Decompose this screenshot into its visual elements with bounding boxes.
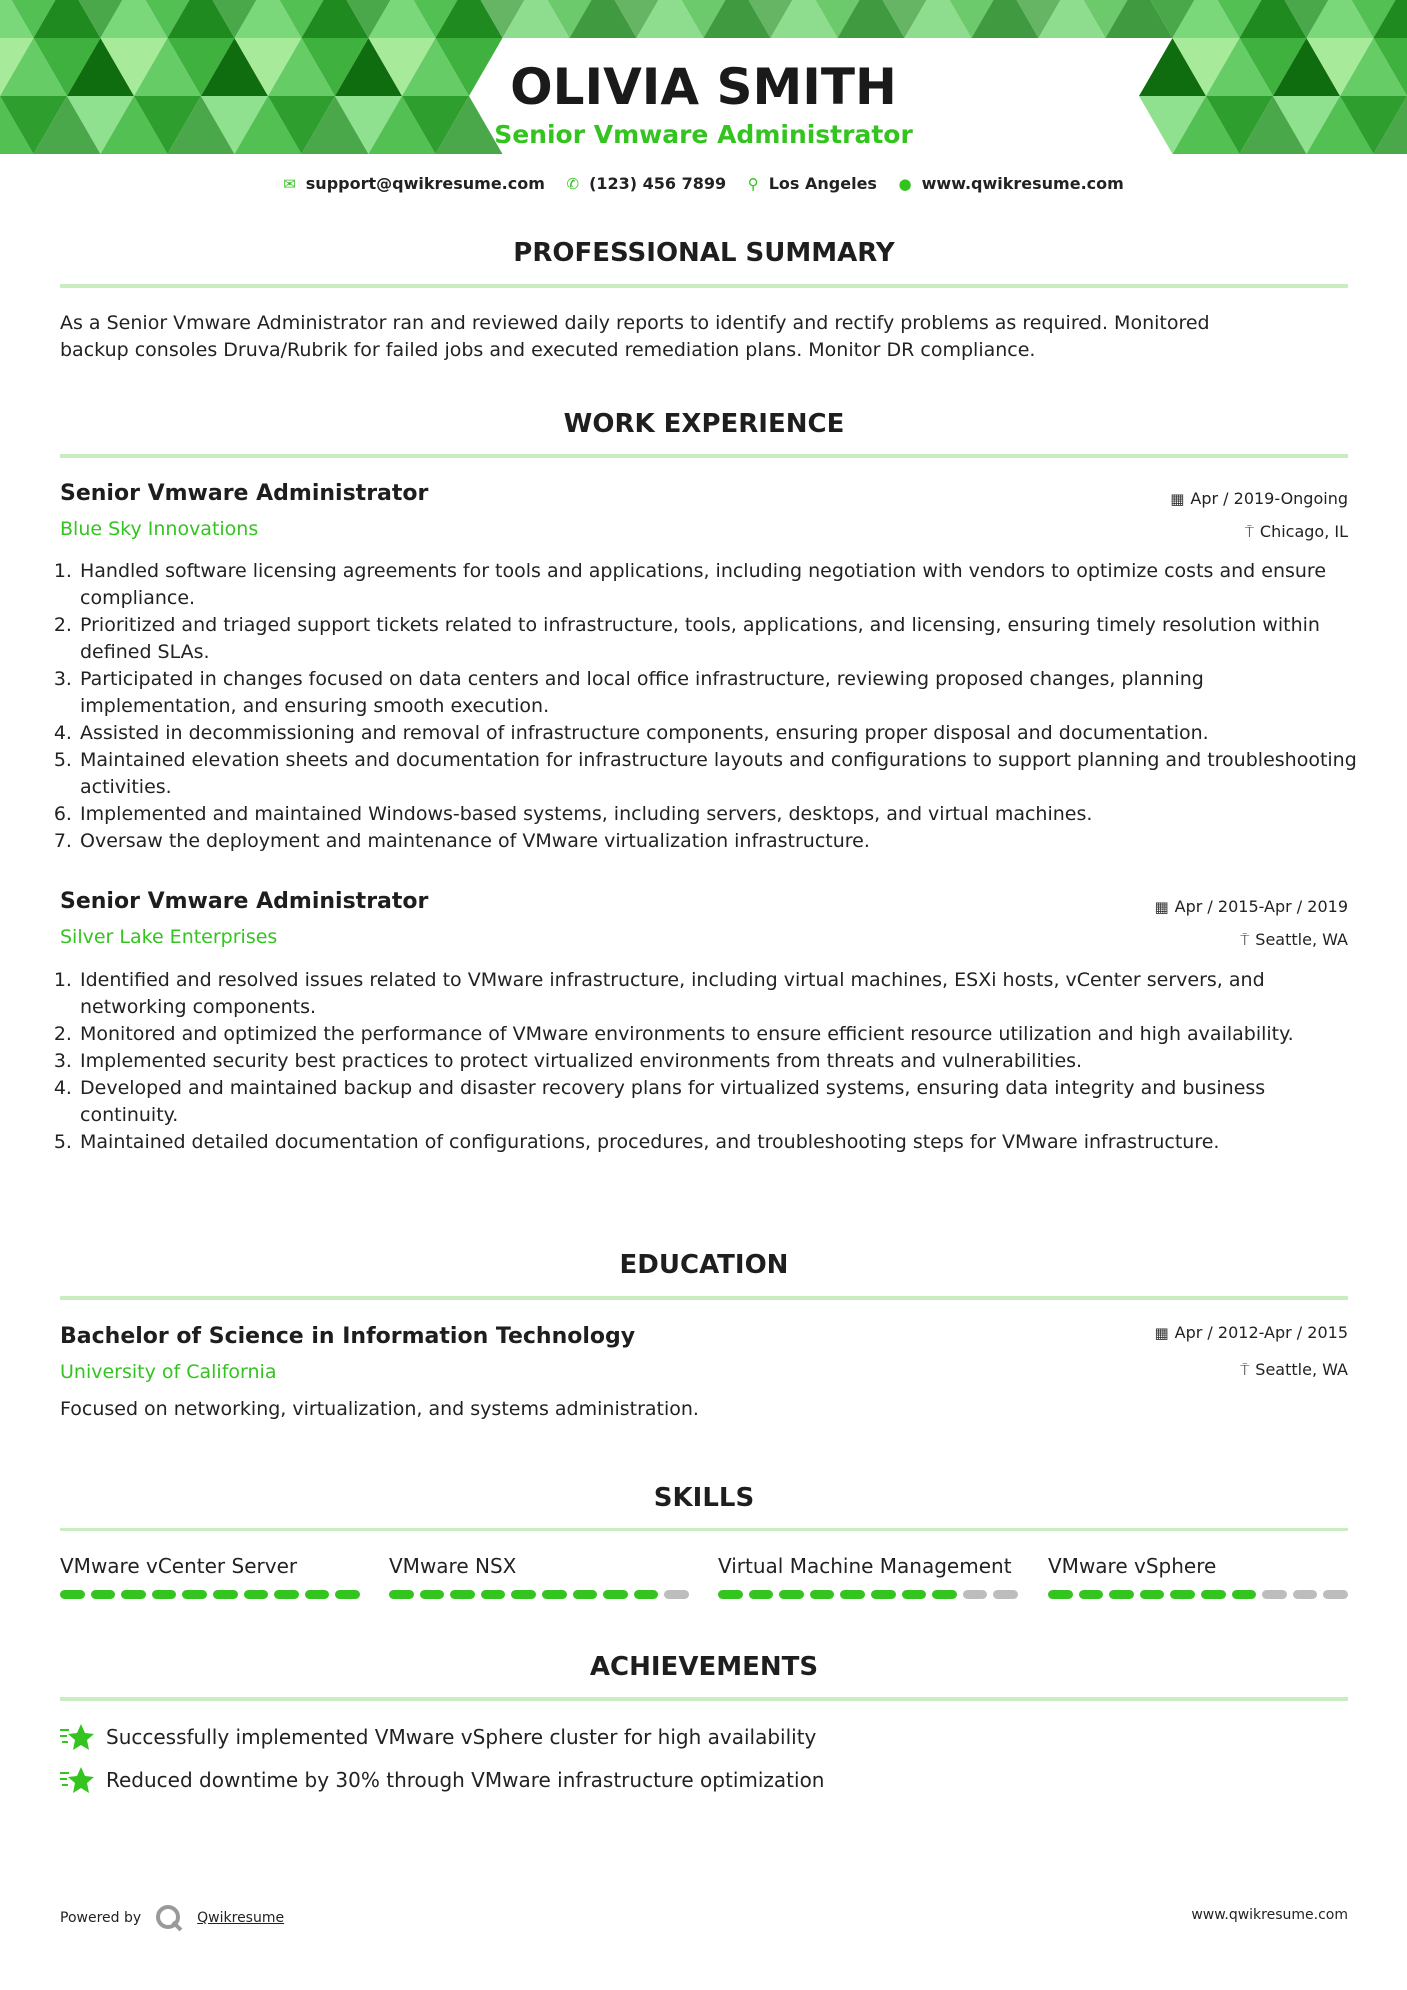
- skill-name: VMware vSphere: [1048, 1554, 1217, 1578]
- pin-icon: ⍑: [1240, 1361, 1250, 1379]
- skill-item: [389, 1554, 689, 1599]
- skill-segment: [1170, 1590, 1195, 1599]
- footer-site-link[interactable]: www.qwikresume.com: [1191, 1907, 1348, 1923]
- skill-segment: [1140, 1590, 1165, 1599]
- list-item: 4. Assisted in decommissioning and removal of infrastructure components, ensuring proper disposal and documentation.: [78, 720, 1366, 747]
- map-pin-icon: ⚲: [747, 175, 759, 193]
- skill-item: [60, 1554, 360, 1599]
- job-company: Silver Lake Enterprises: [60, 926, 278, 948]
- candidate-name: OLIVIA SMITH: [510, 58, 897, 116]
- envelope-icon: ✉: [283, 175, 296, 193]
- list-item: 2. Prioritized and triaged support tickets related to infrastructure, tools, applications, and licensing, ensuring timely resolution within defined SLAs.: [78, 612, 1366, 666]
- skill-segment: [603, 1590, 628, 1599]
- achievement-item: Reduced downtime by 30% through VMware infrastructure optimization: [60, 1765, 824, 1795]
- school-name: University of California: [60, 1361, 277, 1383]
- candidate-role: Senior Vmware Administrator: [494, 120, 913, 149]
- achievement-item: Successfully implemented VMware vSphere cluster for high availability: [60, 1722, 816, 1752]
- skill-segment: [60, 1590, 85, 1599]
- list-item: 5. Maintained elevation sheets and documentation for infrastructure layouts and configurations to support planning and troubleshooting activities.: [78, 747, 1366, 801]
- education-location: ⍑ Seattle, WA: [1240, 1360, 1348, 1379]
- job-title: Senior Vmware Administrator: [60, 481, 429, 506]
- skill-segment: [152, 1590, 177, 1599]
- experience-heading: WORK EXPERIENCE: [563, 409, 845, 439]
- calendar-icon: ▦: [1154, 898, 1169, 916]
- skill-segment: [871, 1590, 896, 1599]
- skill-segment: [749, 1590, 774, 1599]
- job-company: Blue Sky Innovations: [60, 518, 259, 540]
- skills-heading: SKILLS: [653, 1483, 755, 1513]
- skill-segment: [840, 1590, 865, 1599]
- skill-segment: [1201, 1590, 1226, 1599]
- pin-icon: ⍑: [1244, 523, 1254, 541]
- education-dates: ▦ Apr / 2012-Apr / 2015: [1154, 1323, 1348, 1342]
- skill-name: Virtual Machine Management: [718, 1554, 1012, 1578]
- footer-branding: Powered by Qwikresume: [60, 1904, 284, 1932]
- skill-name: VMware NSX: [389, 1554, 517, 1578]
- skill-segment: [182, 1590, 207, 1599]
- phone-icon: ✆: [566, 175, 580, 193]
- education-description: Focused on networking, virtualization, and systems administration.: [60, 1398, 699, 1420]
- skill-segment: [481, 1590, 506, 1599]
- job-title: Senior Vmware Administrator: [60, 889, 429, 914]
- skill-segment: [1293, 1590, 1318, 1599]
- skill-segment: [511, 1590, 536, 1599]
- skills-rule: [60, 1528, 1348, 1531]
- calendar-icon: ▦: [1154, 1324, 1169, 1342]
- list-item: 6. Implemented and maintained Windows-based systems, including servers, desktops, and virtual machines.: [78, 801, 1366, 828]
- skill-segment: [274, 1590, 299, 1599]
- skill-segment: [810, 1590, 835, 1599]
- skill-item: [1048, 1554, 1348, 1599]
- contact-email[interactable]: ✉ support@qwikresume.com: [283, 174, 545, 193]
- skill-segment: [573, 1590, 598, 1599]
- skill-segment: [244, 1590, 269, 1599]
- achievements-rule: [60, 1697, 1348, 1701]
- skill-bar: [718, 1590, 1018, 1599]
- contact-website[interactable]: ● www.qwikresume.com: [898, 174, 1124, 193]
- star-icon: [60, 1765, 94, 1795]
- list-item: 1. Identified and resolved issues related to VMware infrastructure, including virtual machines, ESXi hosts, vCenter servers, and networking components.: [78, 967, 1366, 1021]
- skill-bar: [1048, 1590, 1348, 1599]
- list-item: 3. Participated in changes focused on data centers and local office infrastructure, reviewing proposed changes, planning implementation, and ensuring smooth execution.: [78, 666, 1366, 720]
- contact-phone[interactable]: ✆ (123) 456 7899: [566, 174, 727, 193]
- education-rule: [60, 1296, 1348, 1300]
- contact-bar: [0, 174, 1407, 193]
- job-bullets: [60, 558, 1366, 855]
- skill-segment: [305, 1590, 330, 1599]
- list-item: 2. Monitored and optimized the performance of VMware environments to ensure efficient resource utilization and high availability.: [78, 1021, 1366, 1048]
- job-location: ⍑ Seattle, WA: [1240, 930, 1348, 949]
- skill-item: [718, 1554, 1018, 1599]
- experience-rule: [60, 454, 1348, 458]
- skill-segment: [1109, 1590, 1134, 1599]
- list-item: 3. Implemented security best practices to protect virtualized environments from threats and vulnerabilities.: [78, 1048, 1366, 1075]
- calendar-icon: ▦: [1170, 490, 1185, 508]
- skill-segment: [1262, 1590, 1287, 1599]
- pin-icon: ⍑: [1240, 931, 1250, 949]
- skill-segment: [1048, 1590, 1073, 1599]
- degree-title: Bachelor of Science in Information Technology: [60, 1324, 636, 1349]
- skill-segment: [335, 1590, 360, 1599]
- list-item: 5. Maintained detailed documentation of configurations, procedures, and troubleshooting steps for VMware infrastructure.: [78, 1129, 1366, 1156]
- skill-segment: [718, 1590, 743, 1599]
- contact-location: ⚲ Los Angeles: [747, 174, 877, 193]
- job-location: ⍑ Chicago, IL: [1244, 522, 1348, 541]
- list-item: 4. Developed and maintained backup and disaster recovery plans for virtualized systems, ensuring data integrity and business continuity.: [78, 1075, 1366, 1129]
- skill-segment: [902, 1590, 927, 1599]
- achievements-heading: ACHIEVEMENTS: [589, 1652, 819, 1682]
- skill-segment: [664, 1590, 689, 1599]
- skill-segment: [1323, 1590, 1348, 1599]
- list-item: 1. Handled software licensing agreements for tools and applications, including negotiation with vendors to optimize costs and ensure compliance.: [78, 558, 1366, 612]
- summary-heading: PROFESSIONAL SUMMARY: [513, 238, 895, 268]
- summary-rule: [60, 284, 1348, 288]
- summary-text: As a Senior Vmware Administrator ran and reviewed daily reports to identify and rectify problems as required. Monitored backup consoles Druva/Rubrik for failed jobs and executed remediation plans. Monitor DR compliance.: [60, 312, 1210, 361]
- skill-segment: [420, 1590, 445, 1599]
- qwikresume-link[interactable]: Qwikresume: [197, 1910, 285, 1926]
- job-bullets: [60, 967, 1366, 1156]
- skill-segment: [963, 1590, 988, 1599]
- skill-segment: [450, 1590, 475, 1599]
- skill-segment: [779, 1590, 804, 1599]
- education-heading: EDUCATION: [619, 1250, 789, 1280]
- list-item: 7. Oversaw the deployment and maintenance of VMware virtualization infrastructure.: [78, 828, 1366, 855]
- skill-segment: [932, 1590, 957, 1599]
- skill-bar: [389, 1590, 689, 1599]
- job-dates: ▦ Apr / 2015-Apr / 2019: [1154, 897, 1348, 916]
- skill-name: VMware vCenter Server: [60, 1554, 298, 1578]
- skill-segment: [91, 1590, 116, 1599]
- skill-segment: [1232, 1590, 1257, 1599]
- star-icon: [60, 1722, 94, 1752]
- skill-segment: [634, 1590, 659, 1599]
- skill-segment: [121, 1590, 146, 1599]
- qwikresume-logo-icon: [155, 1904, 183, 1932]
- skill-segment: [1079, 1590, 1104, 1599]
- globe-icon: ●: [898, 175, 912, 193]
- skill-segment: [389, 1590, 414, 1599]
- skill-segment: [213, 1590, 238, 1599]
- skill-segment: [542, 1590, 567, 1599]
- skill-bar: [60, 1590, 360, 1599]
- job-dates: ▦ Apr / 2019-Ongoing: [1170, 489, 1348, 508]
- skill-segment: [993, 1590, 1018, 1599]
